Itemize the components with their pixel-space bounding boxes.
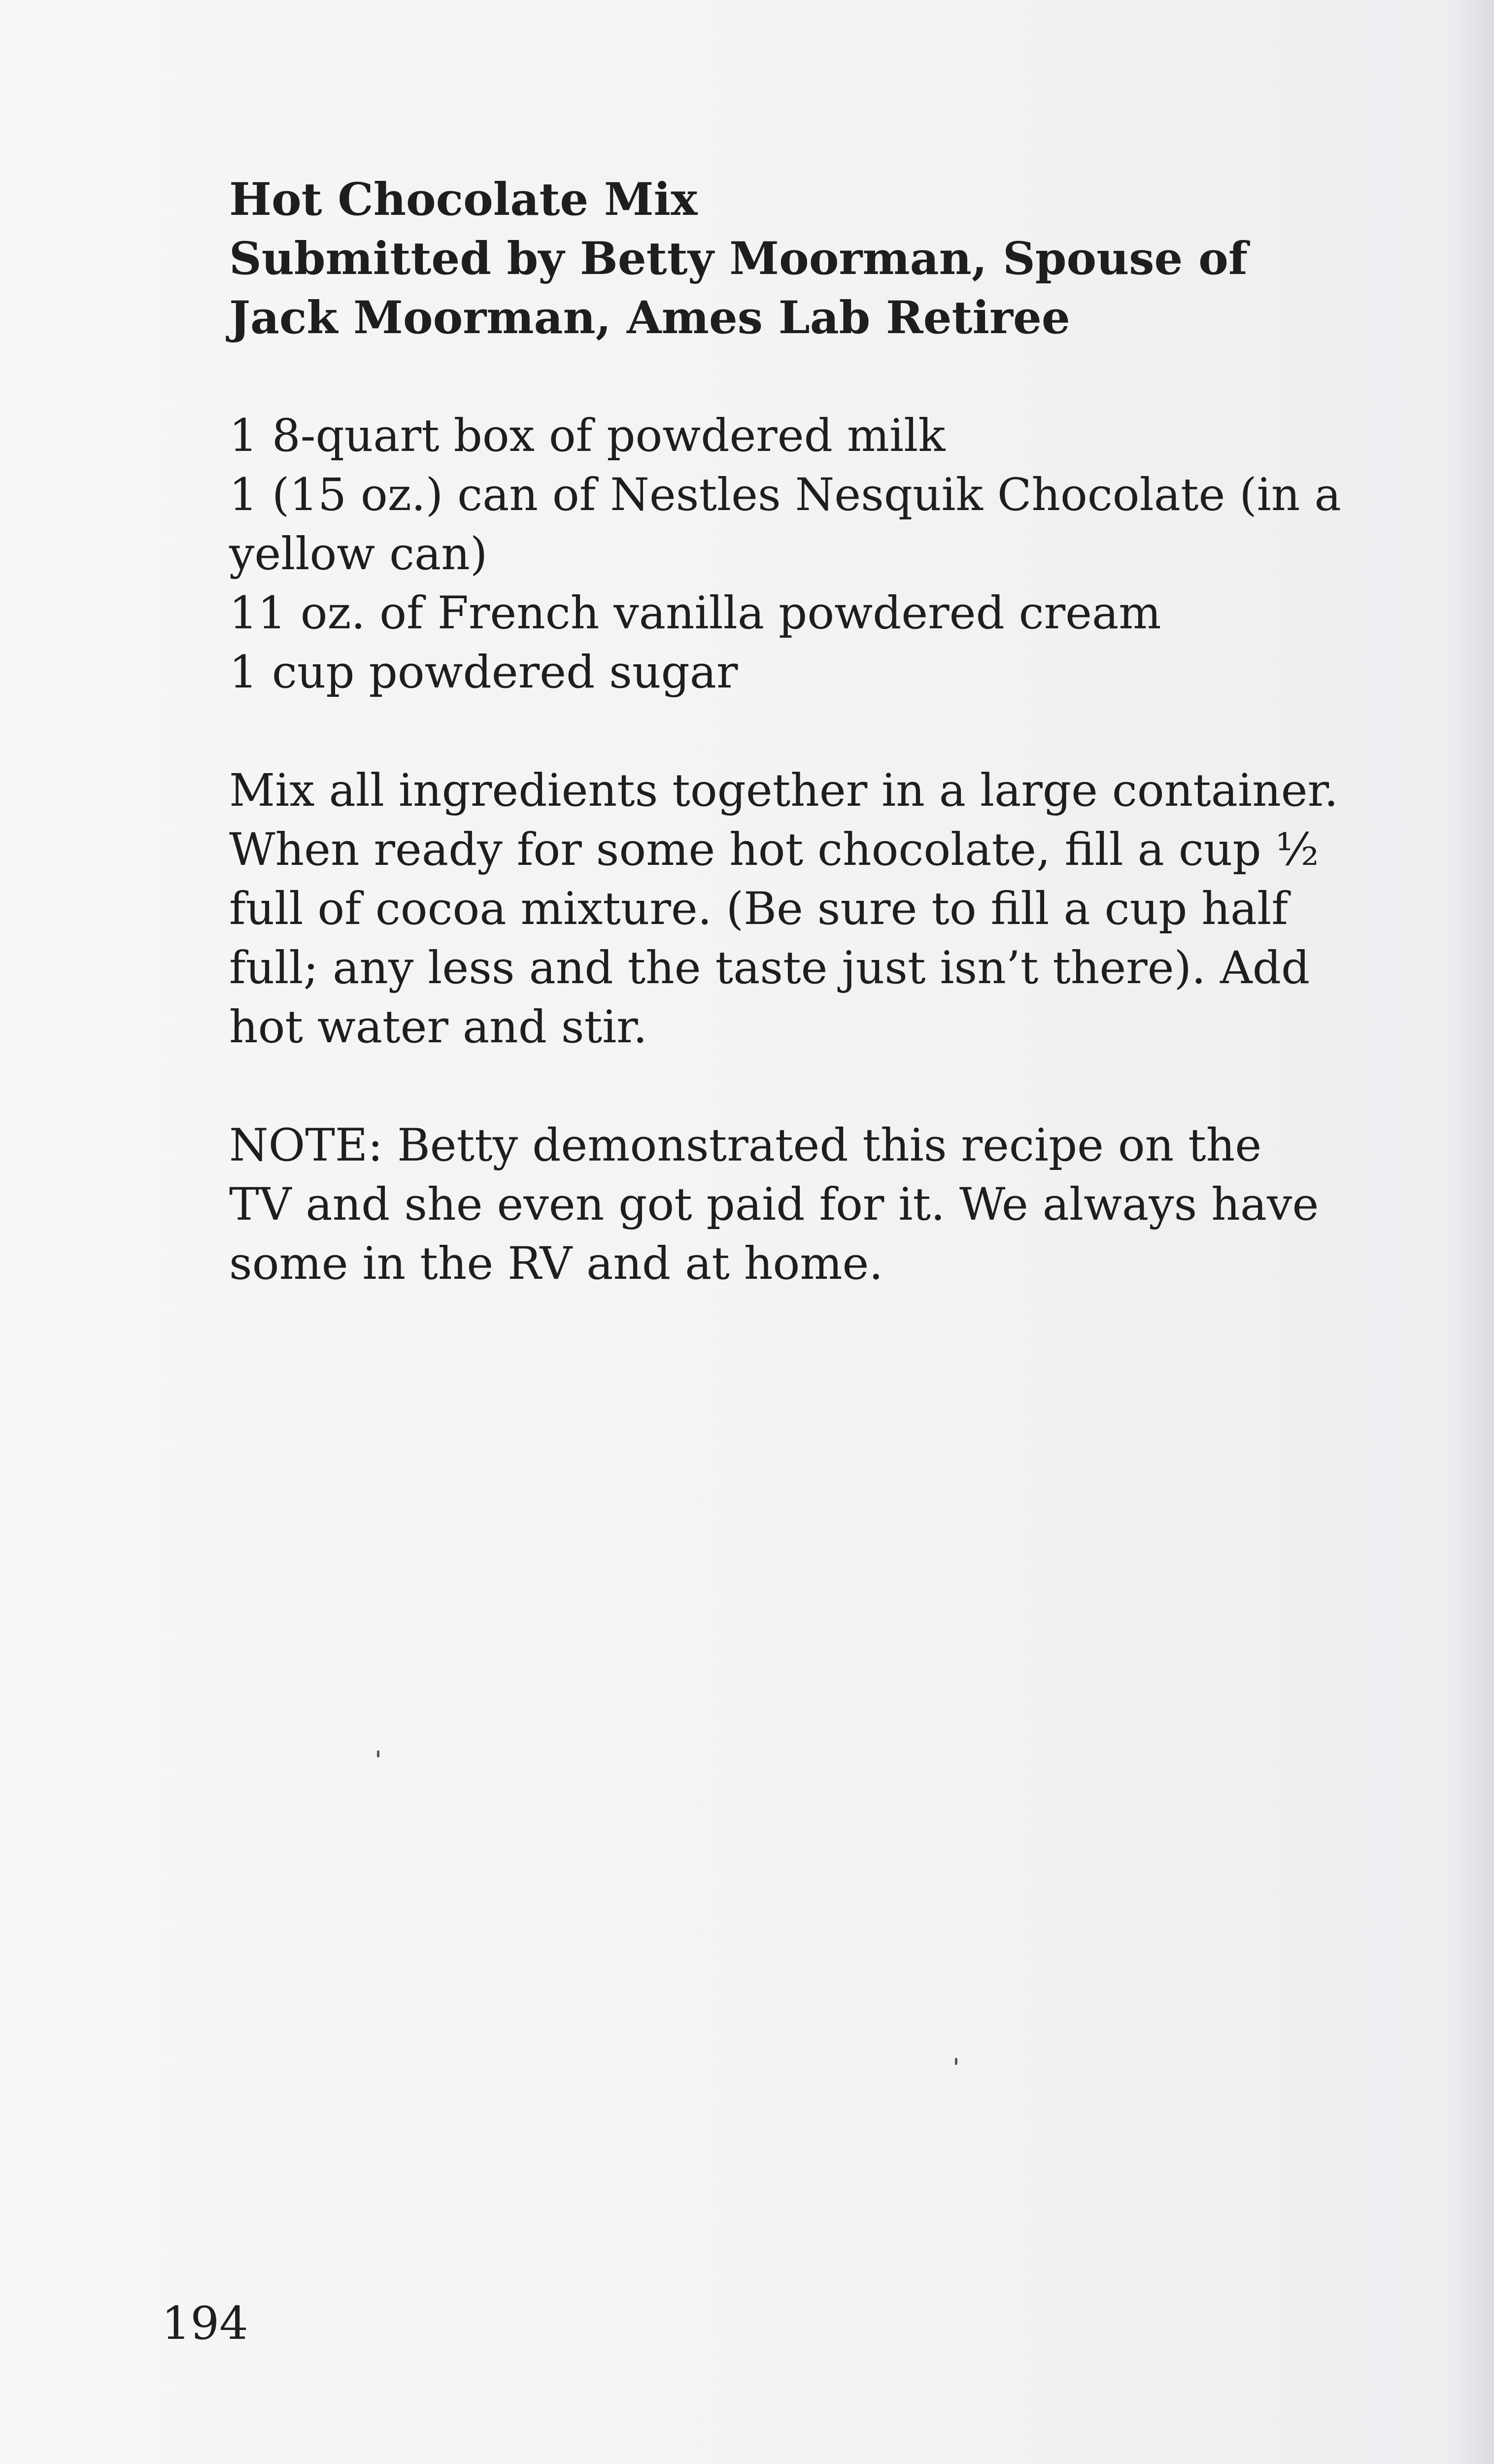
directions-line: full; any less and the taste just isn’t there). Add [229,942,1310,994]
print-speck [377,1750,379,1757]
note-paragraph [229,1116,1362,1294]
page-number: 194 [162,2297,248,2350]
directions-line: full of cocoa mixture. (Be sure to fill a cup half [229,883,1289,935]
directions-line: Mix all ingredients together in a large container. [229,765,1339,817]
ingredient-line: 1 cup powdered sugar [229,647,738,698]
page-edge-shadow [1460,0,1494,2464]
ingredient-line: 1 (15 oz.) can of Nestles Nesquik Chocolate (in a [229,469,1341,521]
recipe-heading [229,170,1362,347]
directions-line: hot water and stir. [229,1001,647,1053]
print-speck [955,2058,957,2065]
recipe-title: Hot Chocolate Mix [229,173,698,226]
ingredient-line: 11 oz. of French vanilla powdered cream [229,587,1161,639]
recipe-content [229,170,1362,1294]
ingredient-line: 1 8-quart box of powdered milk [229,410,946,462]
recipe-submitter-line-2: Jack Moorman, Ames Lab Retiree [229,292,1070,344]
recipe-submitter-line-1: Submitted by Betty Moorman, Spouse of [229,233,1248,285]
note-line: NOTE: Betty demonstrated this recipe on the [229,1120,1262,1171]
directions-line: When ready for some hot chocolate, fill a cup ½ [229,824,1319,876]
note-line: TV and she even got paid for it. We always have [229,1179,1319,1231]
note-line: some in the RV and at home. [229,1238,883,1290]
ingredient-list [229,407,1362,702]
ingredient-line: yellow can) [229,528,488,580]
directions-paragraph [229,761,1362,1057]
